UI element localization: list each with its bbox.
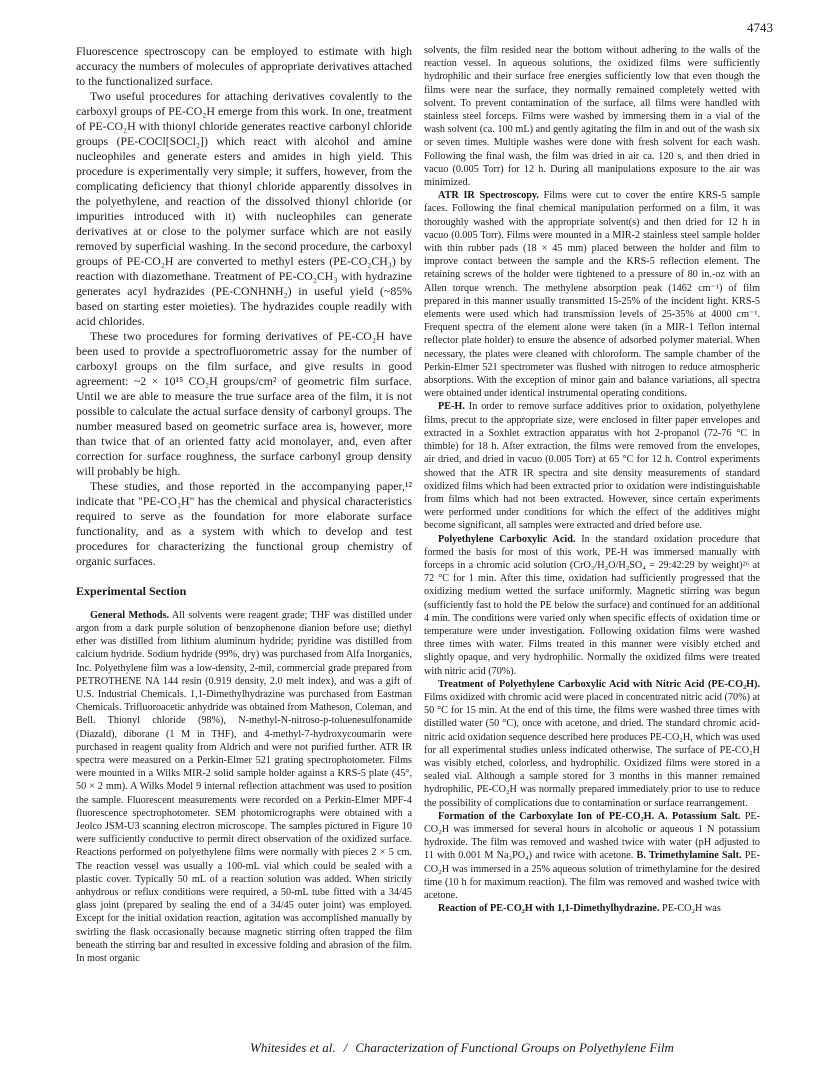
paragraph [76,609,412,965]
run-in-heading: ATR IR Spectroscopy. [438,190,539,202]
left-column [76,44,412,965]
paragraph-body: In order to remove surface additives prior to oxidation, polyethylene films, precut to the appropriate size, were enclosed in filter paper envelopes and extracted in a Soxhlet extraction apparatus with hot 2-propanol (72-76 °C in thimble) for 18 h. After extraction, the films were removed from the envelopes, air dried, and dried in vacuo (0.005 Torr) at 65 °C for 12 h. Control experiments showed that the ATR IR spectra and site density measurements of standard oxidized films which had been extracted prior to oxidation were indistinguishable from films which had not been extracted. However, since certain experiments were performed under conditions for which the effect of the additives might become significant, all samples were extracted and dried before use. [424,401,760,532]
paragraph-body: All solvents were reagent grade; THF was distilled under argon from a dark purple solution of benzophenone dianion before use; diethyl ether was distilled from lithium aluminum hydride; pyridine was distilled from calcium hydride. Sodium hydride (99%, dry) was purchased from Alfa Inorganics, Inc. Polyethylene film was a low-density, 2-mil, commercial grade prepared from PETROTHENE NA 144 resin (0.919 density, 2.0 melt index), and was a gift of U.S. Industrial Chemicals. 1,1-Dimethylhydrazine was purchased from Eastman Chemicals. Trifluoroacetic anhydride was obtained from Matheson, Coleman, and Bell. Thionyl chloride (98%), N-methyl-N-nitroso-p-toluenesulfonamide (Diazald), diborane (1 M in THF), and 4-methyl-7-hydroxycoumarin were purchased in reagent quality from Aldrich and were not purified further. ATR IR spectra were measured on a Perkin-Elmer 521 grating spectrophotometer. Films were mounted in a Wilks MIR-2 solid sample holder against a KRS-5 plate (45°, 50 × 2 mm). A Wilks Model 9 internal reflection attachment was used to position the sample. Fluorescent measurements were recorded on a Perkin-Elmer MPF-4 fluorescence spectrophotometer. SEM photomicrographs were obtained with a Jeolco JSM-U3 scanning electron microscope. The samples pictured in Figure 10 were sufficiently conductive to permit direct observation of the oxidized surface. Reactions performed on polyethylene films were normally with pieces 2 × 5 cm. The reaction vessel was usually a 100-mL vial which could be sealed with a plastic cover. Typically 50 mL of a reaction solution was added. When strictly anhydrous or reflux conditions were required, a 50-mL tube fitted with a 34/45 glass joint (prepared by sealing the end of a 34/45 outer joint) was employed. Except for the initial oxidation reaction, agitation was accomplished manually by swirling the flask occasionally because magnetic stirring often trapped the film beneath the stirring bar and resulted in excessive folding and abrasion of the film. In most organic [76,609,413,965]
paragraph [424,400,760,532]
footer-authors: Whitesides et al. [250,1040,336,1055]
paragraph-body: In the standard oxidation procedure that formed the basis for most of this work, PE-H was immersed manually with forceps in a chromic acid solution (CrO₃/H₂O/H₂SO₄ = 29:42:29 by weight)²⁶ at 72 °C for 1 min. After this time, oxidation had sufficiently progressed that the oxidizing medium wetted the surface uniformly. Magnetic stirring was begun (sufficiently fast to hold the PE below the surface) and continued for an additional 4 min. The conditions were varied only when specific effects of oxidation time or temperature were under investigation. Following oxidation films were washed three times with water. Films treated in this manner were visibly etched and slightly opaque, and very hydrophilic. Normally the oxidized films were treated with nitric acid (70%). [424,533,760,677]
running-footer [250,1040,674,1056]
run-in-heading: Treatment of Polyethylene Carboxylic Acid with Nitric Acid (PE-CO₂H). [438,678,760,690]
paragraph-body: Films oxidized with chromic acid were placed in concentrated nitric acid (70%) at 50 °C for 15 min. At the end of this time, the films were washed three times with distilled water (50 °C), once with acetone, and dried. The standard chromic acid-nitric acid oxidation sequence described here produces PE-CO₂H, which was used for all experimental studies unless indicated otherwise. The surface of PE-CO₂H was visibly etched, colorless, and hydrophilic. Oxidized films were stored in a sealed vial. Although a sample stored for 3 months in this manner remained hydrophilic, PE-CO₂H was normally prepared immediately prior to use to reduce the possibility of complications due to contamination or surface rearrangement. [424,691,760,809]
paragraph-body: PE-CO₂H was immersed in a 25% aqueous solution of trimethylamine for the desired time (10 h for maximum reaction). The film was removed and washed twice with acetone. [424,850,761,901]
run-in-heading: PE-H. [438,401,465,413]
paragraph [424,533,760,678]
paragraph: These studies, and those reported in the accompanying paper,¹² indicate that "PE-CO₂H" has the chemical and physical characteristics required to serve as the foundation for more elaborate surface functionality, and as a system with which to develop and test procedures for characterizing the functional group chemistry of organic surfaces. [76,479,412,568]
right-column [424,44,760,915]
run-in-heading: Polyethylene Carboxylic Acid. [438,533,576,545]
paragraph [424,902,760,915]
footer-title: Characterization of Functional Groups on Polyethylene Film [355,1040,674,1055]
run-in-heading: B. Trimethylamine Salt. [636,850,742,862]
paragraph: Two useful procedures for attaching derivatives covalently to the carboxyl groups of PE-CO₂H emerge from this work. In one, treatment of PE-CO₂H with thionyl chloride generates reactive carbonyl chloride groups (PE-COCl[SOCl₂]) which react with alcohol and amine nucleophiles and generate esters and amides in high yield. This procedure is experimentally very simple; it suffers, however, from the complicating deficiency that thionyl chloride apparently dissolves in the polyethylene, and reaction of the dissolved thionyl chloride (or impurities introduced with it) with nucleophiles can generate derivatives at or close to the polymer surface which are not easily removed by superficial washing. In the second procedure, the carboxyl groups of PE-CO₂H are converted to methyl esters (PE-CO₂CH₃) by reaction with diazomethane. Treatment of PE-CO₂CH₃ with hydrazine generates acyl hydrazides (PE-CONHNH₂) in useful yield (~85% based on starting ester moieties). The hydrazides couple readily with acid chlorides. [76,89,412,328]
paragraph-body: PE-CO₂H was immersed for several hours in alcoholic or aqueous 1 N potassium hydroxide. The film was removed and washed twice with water (pH adjusted to 11 with 0.001 M Na₃PO₄) and twice with acetone. [424,810,760,862]
paragraph: These two procedures for forming derivatives of PE-CO₂H have been used to provide a spectrofluorometric assay for the number of carboxyl groups on the film surface, and give results in good agreement: ~2 × 10¹⁵ CO₂H groups/cm² of geometric film surface. Until we are able to measure the true surface area of the film, it is not possible to calculate the actual surface density of carbonyl groups. The number measured based on geometric surface area is, however, more than twice that of an oriented fatty acid monolayer, and, even after correction for surface roughness, the surface carbonyl group density will probably be high. [76,329,412,478]
section-heading: Experimental Section [76,584,187,598]
paragraph-body: PE-CO₂H was [659,903,721,915]
page-number: 4743 [747,20,773,35]
footer-separator: / [343,1040,348,1055]
run-in-heading: General Methods. [90,609,169,621]
paragraph [424,189,760,400]
paragraph [424,810,760,902]
paragraph [424,678,760,810]
paragraph: Fluorescence spectroscopy can be employed to estimate with high accuracy the numbers of molecules of appropriate derivatives attached to the functionalized surface. [76,44,412,88]
paragraph: solvents, the film resided near the bottom without adhering to the walls of the reaction vessel. In aqueous solutions, the oxidized films were sufficiently hydrophilic and their surface free energies sufficiently low that even though the films were near the surface, they normally remained completely wetted with solvent. To prevent contamination of the surface, all films were handled with stainless steel forceps. Films were washed by immersing them in a vial of the wash solvent (ca. 100 mL) and gently agitating the film in and out of the wash six or seven times. Multiple washes were done with fresh solvent for each wash. Following the final wash, the film was dried in air ca. 120 s, and then dried in vacuo (0.005 Torr) for 12 h. During all manipulations exposure to the air was minimized. [424,45,760,189]
paragraph-body: Films were cut to cover the entire KRS-5 sample faces. Following the final chemical manipulation performed on a film, it was thoroughly washed with the appropriate solvent(s) and then dried for 12 h in vacuo (0.005 Torr). Films were mounted in a MIR-2 stainless steel sample holder with thin rubber pads (18 × 45 mm) placed between the holder and film to improve contact between the sample and the KRS-5 reflection element. The retaining screws of the holder were tightened to a pressure of 80 in.-oz with an Allen torque wrench. The methylene absorption peak (1462 cm⁻¹) of film prepared in this manner usually transmitted 15-25% of the incident light. KRS-5 elements were used which had transmission levels of 25-35% at 4000 cm⁻¹. Frequent spectra of the element alone were taken (in a MIR-1 Teflon internal reflector plate holder) to ensure the absence of adsorbed polymer material. When necessary, the plates were cleaned with chloroform. The sample chamber of the Perkin-Elmer 521 spectrometer was flushed with nitrogen to reduce atmospheric absorptions. With the exception of minor gain and balance variations, all spectra were obtained under identical instrumental operating conditions. [424,190,760,400]
run-in-heading: Reaction of PE-CO₂H with 1,1-Dimethylhydrazine. [438,903,660,915]
run-in-heading: Formation of the Carboxylate Ion of PE-CO₂H. A. Potassium Salt. [438,810,741,822]
